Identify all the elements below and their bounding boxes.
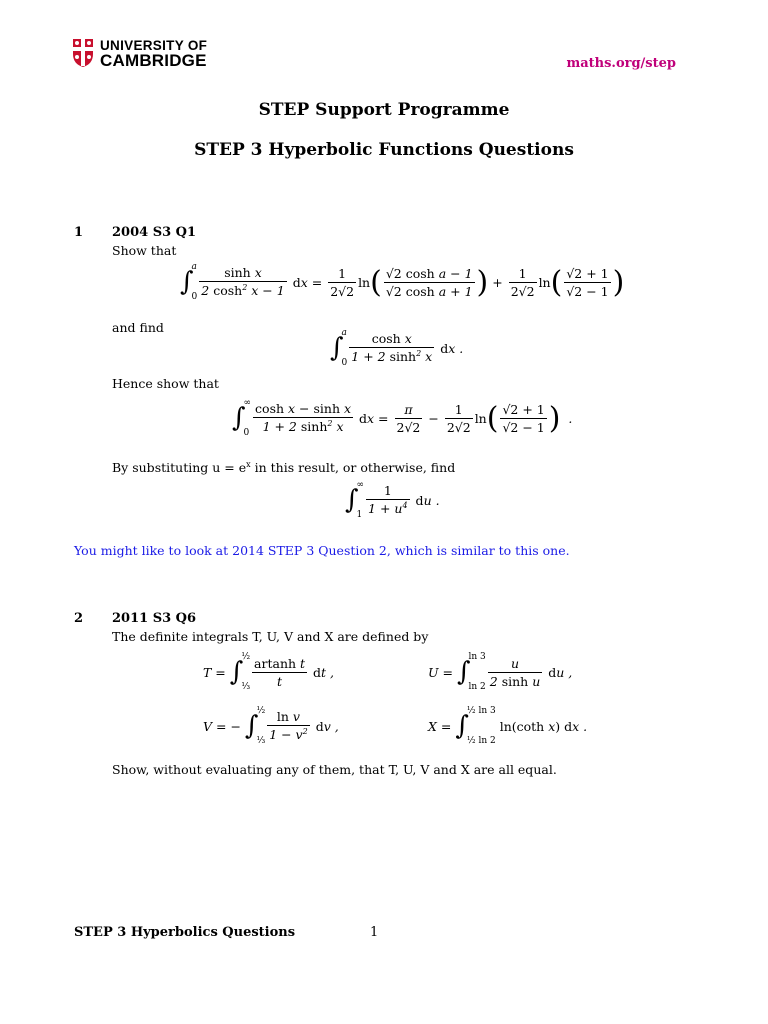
university-logo [72,38,222,70]
question-2-heading: 2011 S3 Q6 [112,611,197,626]
substituting-superscript: x [246,460,251,469]
equation-V: V = − ∫ ½ ⅓ $\frac{\text{ln v}}{1 - v^2}$ d v , [203,706,339,746]
question-1-substituting [112,460,455,475]
equation-1: ∫ a 0 $\frac{\text{sinh x}}{2 \cosh^2 x - 1}$ d x = $\frac{1}{2√2}$ ln ( $\frac{\text{√2 cosh a − 1}}{\text{√2 cosh a + 1}}$ ) + $\frac{1}{2√2}$ ln ( $\frac{√2 + 1}{√2 - 1}$ ) [180,262,625,302]
logo-text-line2: CAMBRIDGE [100,51,207,70]
footer-title: STEP 3 Hyperbolics Questions [74,925,296,940]
equation-4: ∫ ∞ 1 $\frac{1}{1 + u^4}$ d u . [345,480,440,520]
logo-text-line1: UNIVERSITY OF [100,38,208,53]
page-number: 1 [370,925,379,940]
question-1-note: You might like to look at 2014 STEP 3 Question 2, which is similar to this one. [74,543,570,558]
question-2-intro: The definite integrals T, U, V and X are defined by [112,629,429,644]
question-1-and-find: and find [112,320,164,335]
question-2-conclusion: Show, without evaluating any of them, that T, U, V and X are all equal. [112,762,557,777]
question-2-number: 2 [74,611,84,626]
question-1-show-that: Show that [112,243,177,258]
substituting-text: By substituting u = e [112,460,247,476]
page-subtitle: STEP 3 Hyperbolic Functions Questions [194,140,574,160]
equation-2: ∫ a 0 $\frac{\text{cosh x}}{1 + 2 \sinh^2 x}$ d x . [330,328,464,368]
equation-3: ∫ ∞ 0 $\frac{\text{cosh x − sinh x}}{1 + 2 \sinh^2 x}$ d x = $\frac{\pi}{2√2}$ − $\frac{1}{2√2}$ ln ( $\frac{√2 + 1}{√2 - 1}$ ) . [232,398,573,438]
question-1-heading: 2004 S3 Q1 [112,225,197,240]
question-1-number: 1 [74,225,84,240]
site-link[interactable]: maths.org/step [566,56,676,71]
shield-icon [72,38,94,68]
equation-X: X = ∫ ½ ln 3 ½ ln 2 ln(coth x ) d x . [428,706,588,746]
equation-T: T = ∫ ½ ⅓ $\frac{\text{artanh t}}{t}$ d t , [203,652,335,692]
substituting-text-end: in this result, or otherwise, find [250,460,456,476]
question-1-hence: Hence show that [112,376,219,391]
page-title: STEP Support Programme [258,100,510,120]
equation-U: U = ∫ ln 3 ln 2 $\frac{u}{\text{2 sinh u}}$ d u , [428,652,573,692]
